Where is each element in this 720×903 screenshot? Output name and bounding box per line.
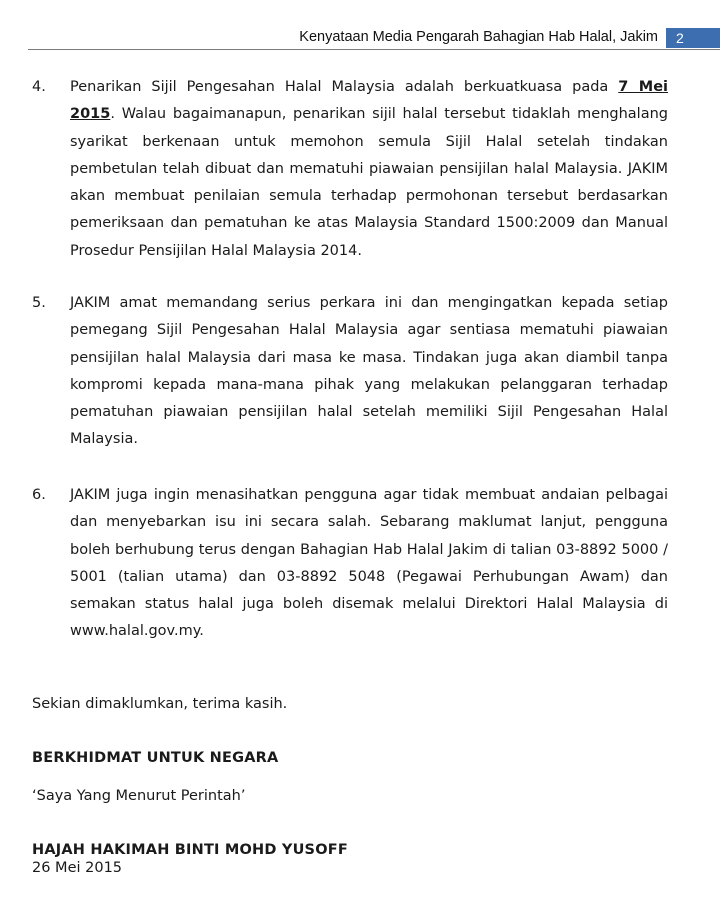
header-title: Kenyataan Media Pengarah Bahagian Hab Halal, Jakim (299, 29, 658, 45)
paragraph-body: JAKIM juga ingin menasihatkan pengguna agar tidak membuat andaian pelbagai dan menyebarkan isu ini secara salah. Sebarang maklumat lanjut, pengguna boleh berhubung terus dengan Bahagian Hab Halal Jakim di talian 03-8892 5000 / 5001 (talian utama) dan 03-8892 5048 (Pegawai Perhubungan Awam) dan semakan status halal juga boleh disemak melalui Direktori Halal Malaysia di www.halal.gov.my. (70, 487, 668, 640)
closing-line: Sekian dimaklumkan, terima kasih. (32, 696, 288, 712)
paragraph-body (70, 74, 668, 265)
page-number-badge: 2 (666, 28, 720, 48)
obedience-line: ‘Saya Yang Menurut Perintah’ (32, 788, 246, 804)
effective-date: 7 Mei 2015 (70, 79, 668, 123)
paragraph-number: 5. (32, 295, 46, 311)
paragraph-6 (32, 482, 668, 646)
paragraph-text: Penarikan Sijil Pengesahan Halal Malaysia adalah berkuatkuasa pada (70, 79, 619, 95)
motto: BERKHIDMAT UNTUK NEGARA (32, 750, 279, 766)
signature-date: 26 Mei 2015 (32, 860, 123, 876)
signatory-name: HAJAH HAKIMAH BINTI MOHD YUSOFF (32, 842, 348, 858)
paragraph-number: 4. (32, 79, 46, 95)
paragraph-4 (32, 74, 668, 265)
paragraph-number: 6. (32, 487, 46, 503)
paragraph-body: JAKIM amat memandang serius perkara ini dan mengingatkan kepada setiap pemegang Sijil Pengesahan Halal Malaysia agar sentiasa mematuhi piawaian pensijilan halal Malaysia dari masa ke masa. Tindakan juga akan diambil tanpa kompromi kepada mana-mana pihak yang melakukan pelanggaran terhadap pematuhan piawaian pensijilan halal setelah memiliki Sijil Pengesahan Halal Malaysia. (70, 295, 668, 448)
header-divider (28, 49, 720, 50)
paragraph-text: . Walau bagaimanapun, penarikan sijil halal tersebut tidaklah menghalang syarikat berkenaan untuk memohon semula Sijil Halal setelah tindakan pembetulan telah dibuat dan mematuhi piawaian pensijilan halal Malaysia. JAKIM akan membuat penilaian semula terhadap permohonan tersebut berdasarkan pemeriksaan dan pematuhan ke atas Malaysia Standard 1500:2009 dan Manual Prosedur Pensijilan Halal Malaysia 2014. (70, 106, 668, 259)
paragraph-5 (32, 290, 668, 454)
page-header (0, 28, 720, 50)
